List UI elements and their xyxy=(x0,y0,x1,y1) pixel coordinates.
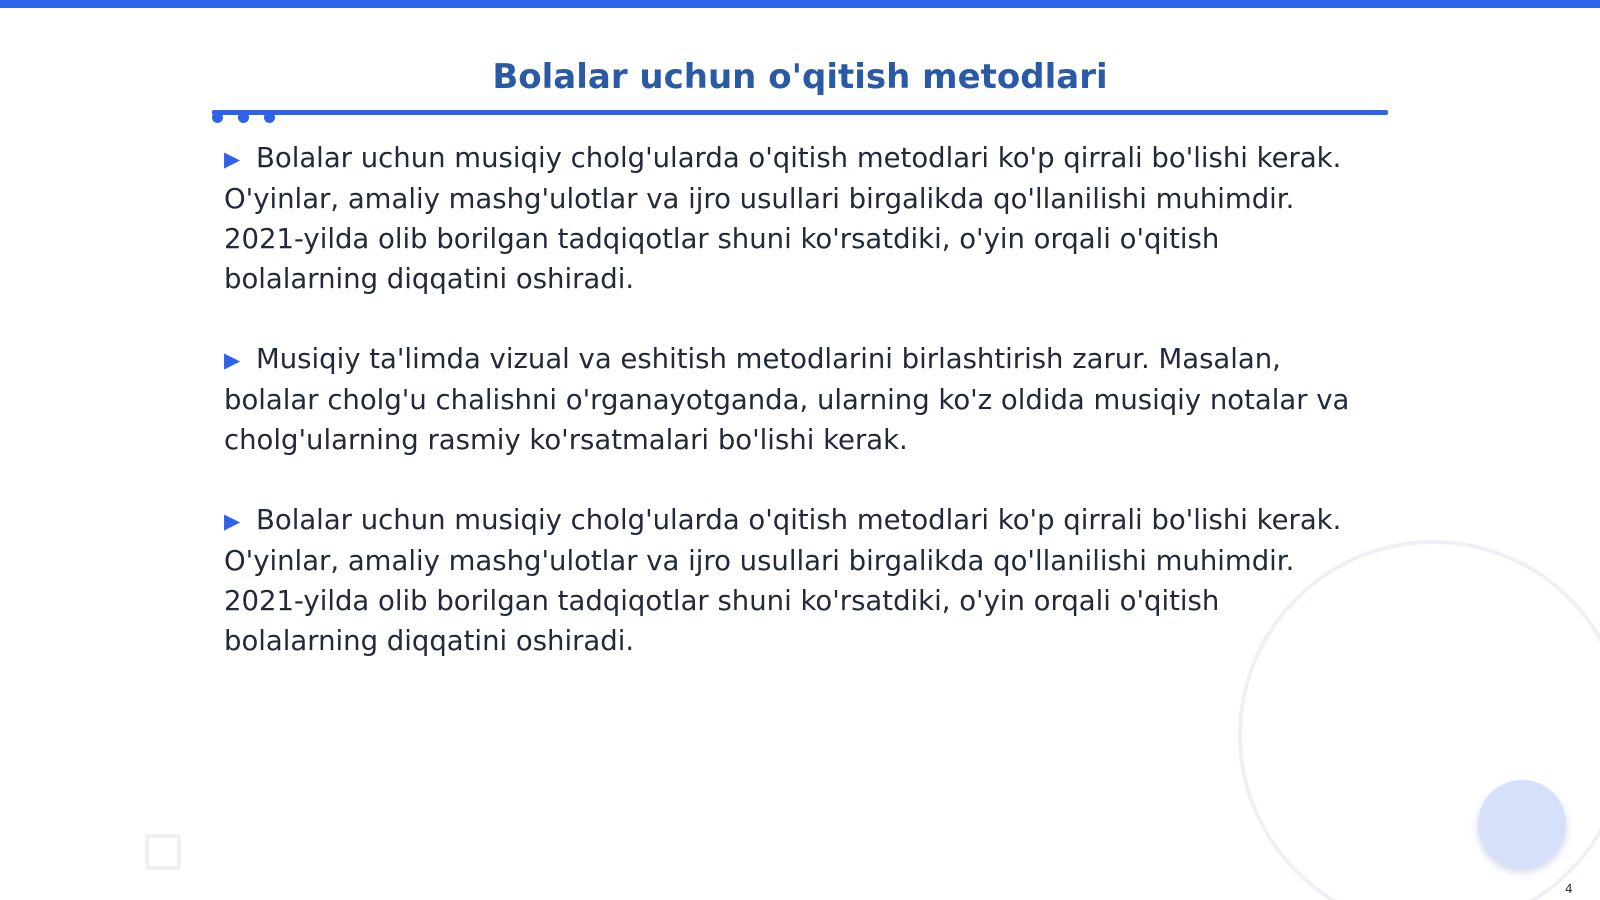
bullet-text: Bolalar uchun musiqiy cholg'ularda o'qitish metodlari ko'p qirrali bo'lishi kerak. O'yinlar, amaliy mashg'ulotlar va ijro usullari birgalikda qo'llanilishi muhimdir. 2021-yilda olib borilgan tadqiqotlar shuni ko'rsatdiki, o'yin orqali o'qitish bolalarning diqqatini oshiradi. xyxy=(224,142,1342,295)
bullet-paragraph xyxy=(224,339,1374,460)
slide-title: Bolalar uchun o'qitish metodlari xyxy=(492,57,1108,97)
triangle-right-icon: ▶ xyxy=(224,147,241,171)
triangle-right-icon: ▶ xyxy=(224,509,241,533)
underline-dot xyxy=(238,112,249,123)
underline-dot xyxy=(264,112,275,123)
page-number: 4 xyxy=(1565,882,1573,896)
decorative-circle xyxy=(1478,780,1566,868)
bullet-paragraph xyxy=(224,138,1374,299)
decorative-square xyxy=(145,834,181,870)
top-accent-bar xyxy=(0,0,1600,8)
bullet-list xyxy=(224,138,1374,701)
title-underline xyxy=(212,110,1388,115)
triangle-right-icon: ▶ xyxy=(224,348,241,372)
underline-dot xyxy=(212,112,223,123)
bullet-text: Musiqiy ta'limda vizual va eshitish metodlarini birlashtirish zarur. Masalan, bolalar cholg'u chalishni o'rganayotganda, ularning ko'z oldida musiqiy notalar va cholg'ularning rasmiy ko'rsatmalari bo'lishi kerak. xyxy=(224,343,1350,456)
bullet-text: Bolalar uchun musiqiy cholg'ularda o'qitish metodlari ko'p qirrali bo'lishi kerak. O'yinlar, amaliy mashg'ulotlar va ijro usullari birgalikda qo'llanilishi muhimdir. 2021-yilda olib borilgan tadqiqotlar shuni ko'rsatdiki, o'yin orqali o'qitish bolalarning diqqatini oshiradi. xyxy=(224,504,1342,657)
bullet-paragraph xyxy=(224,500,1374,661)
